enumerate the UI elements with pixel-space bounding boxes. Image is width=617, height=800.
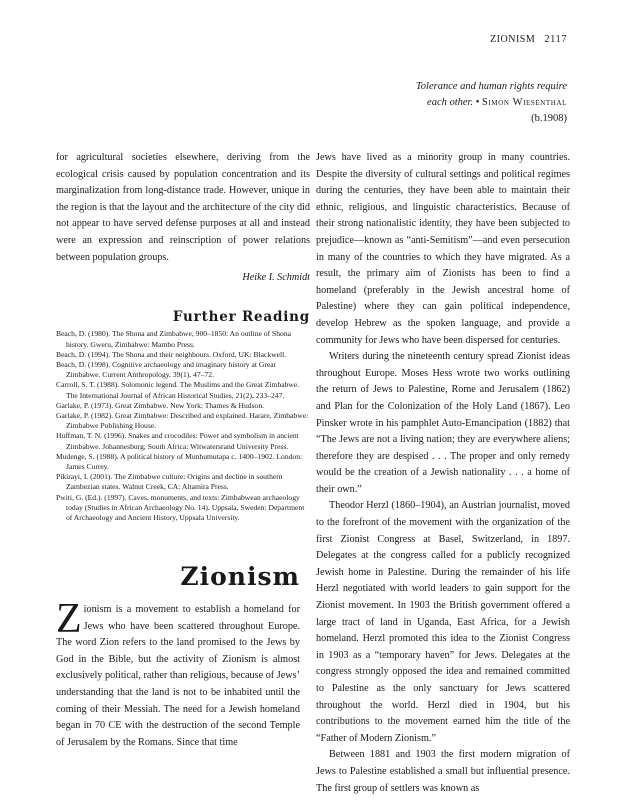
author-signature: Heike I. Schmidt — [242, 272, 310, 284]
bib-item: Huffman, T. N. (1996). Snakes and crocodiles: Power and symbolism in ancient Zimbabwe. Johannesburg, South Africa: Witwatersrand University Press. — [56, 431, 299, 451]
right-paragraph-4: Between 1881 and 1903 the first modern migration of Jews to Palestine established a small but influential presence. The first group of settlers was known as — [316, 749, 570, 794]
bib-item: Mudenge, S. (1988). A political history of Munhumutapa c. 1400–1902. London: James Currey. — [56, 451, 303, 471]
right-column — [316, 150, 570, 797]
right-paragraph-3: Theodor Herzl (1860–1904), an Austrian journalist, moved to the forefront of the movement with the organization of the first Zionist Congress at Basel, Switzerland, in 1897. Delegates at the congress called for a publicly recognized Jewish home in Palestine. During the remainder of his life Herzl negotiated with world leaders to gain support for the Zionist movement. In 1903 the British government offered a large tract of land in Uganda, East Africa, for a Jewish homeland. Herzl promoted this idea to the Zionist Congress in 1903 as a “temporary haven” for Jews. Delegates at the congress strongly opposed the idea and remained committed to Palestine as the only sanctuary for Jews scattered throughout the world. Herzl died in 1904, but his contributions to the movement earned him the title of the “Father of Modern Zionism.” — [316, 500, 570, 744]
running-head-section: ZIONISM — [490, 34, 536, 45]
running-head — [490, 34, 567, 45]
bib-item: Beach, D. (1998). Cognitive archaeology and imaginary history at Great Zimbabwe. Current Anthropology, 39(1), 47–72. — [56, 359, 276, 380]
quote-bullet: • — [475, 97, 480, 108]
quote-dates: (b.1908) — [531, 113, 567, 124]
quote-line-2: each other. — [427, 97, 474, 108]
article-title: Zionism — [180, 562, 300, 591]
further-reading-title: Further Reading — [172, 308, 310, 325]
bib-item: Beach, D. (1980). The Shona and Zimbabwe, 900–1850: An outline of Shona history. Gweru, Zimbabwe: Mambo Press. — [56, 329, 292, 349]
bib-item: Garlake, P. (1982). Great Zimbabwe: Described and explained. Harare, Zimbabwe: Zimbabwe Publishing House. — [56, 410, 309, 431]
bib-item: Pwiti, G. (Ed.). (1997). Caves, monuments, and texts: Zimbabwean archaeology today (Studies in African Archaeology No. 14). Uppsala, Sweden: Department of Archaeology and Ancient History, Uppsala University. — [56, 492, 305, 522]
quote-line-1: Tolerance and human rights require — [415, 81, 567, 92]
bib-item: Carroll, S. T. (1988). Solomonic legend. The Muslims and the Great Zimbabwe. The International Journal of African Historical Studies, 21(2), 233–247. — [56, 380, 300, 400]
intro-text: ionism is a movement to establish a homeland for Jews who have been scattered throughout Europe. The word Zion refers to the land promised to the Jews by God in the Bible, but the activity of Zionism is almost exclusively political, rather than religious, because of Jews’ understanding that the land is not to be inhabited until the coming of their Messiah. The need for a Jewish homeland began in 70 CE with the destruction of the second Temple of Jerusalem by the Romans. Since that time — [56, 604, 300, 748]
bib-item: Pikirayi, I. (2001). The Zimbabwe culture: Origins and decline in southern Zambezian states. Walnut Creek, CA: Altamira Press. — [56, 472, 283, 492]
page-number: 2117 — [544, 34, 567, 45]
right-paragraph-2: Writers during the nineteenth century spread Zionist ideas throughout Europe. Moses Hess wrote two works outlining the return of Jews to Palestine, Rome and Jerusalem (1862) and Plan for the Colonization of the Holy Land (1867). Leo Pinsker wrote in his pamphlet Auto-Emancipation (1882) that “The Jews are not a living nation; they are everywhere aliens; therefore they are despised . . . The proper and only remedy would be the creation of a Jewish nationality . . . a home of their own.” — [316, 351, 570, 495]
article-intro — [56, 596, 300, 751]
bib-item: Garlake, P. (1973). Great Zimbabwe. New York: Thames & Hudson. — [56, 400, 265, 410]
left-column — [56, 150, 310, 523]
drop-cap: Z — [56, 596, 82, 642]
bibliography — [56, 329, 310, 523]
quote-author: Simon Wiesenthal — [482, 97, 567, 108]
right-paragraph-1: Jews have lived as a minority group in many countries. Despite the diversity of cultural settings and political regimes during the centuries, they have been able to maintain their ethnic, religious, and linguistic characteristics. Because of their strong nationalistic identity, they have been subjected to prejudice—known as “anti-Semitism”—and even persecution in many of the countries to which they have migrated. As a result, the primary aim of Zionists has been to find a homeland (preferably in the Jewish ancestral home of Palestine) where they can gain political independence, develop Hebrew as the spoken language, and provide a community for Jews who have been dispersed for centuries. — [316, 152, 570, 346]
left-paragraph: for agricultural societies elsewhere, deriving from the ecological crisis caused by population concentration and its marginalization from long-distance trade. However, unique in the region is that the layout and the architecture of the city did not appear to have served defense purposes at all and instead were an expression and reinscription of power relations between population groups. — [56, 152, 310, 263]
epigraph-quote — [307, 79, 567, 127]
bib-item: Beach, D. (1994). The Shona and their neighbours. Oxford, UK: Blackwell. — [56, 349, 287, 359]
